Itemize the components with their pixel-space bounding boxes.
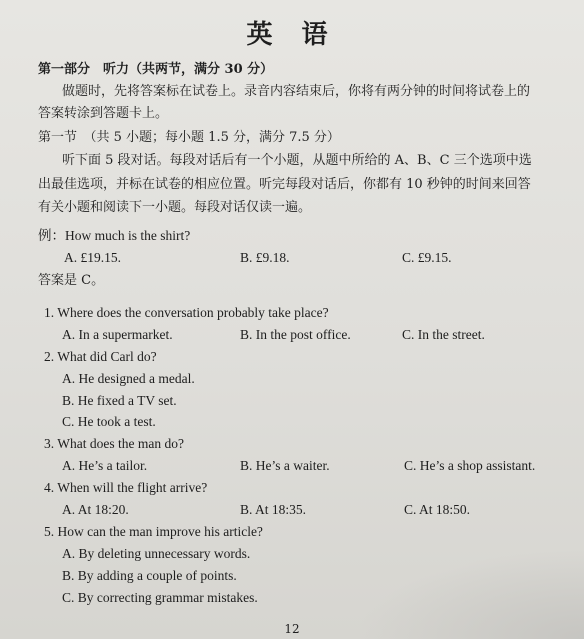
- q3-option-b: B. He’s a waiter.: [240, 458, 330, 473]
- question-5: 5. How can the man improve his article?: [44, 524, 263, 539]
- q1-option-c: C. In the street.: [402, 327, 485, 342]
- q4-option-b: B. At 18:35.: [240, 502, 307, 517]
- q5-option-c: C. By correcting grammar mistakes.: [62, 590, 258, 605]
- q4-option-a: A. At 18:20.: [62, 502, 129, 517]
- example-question: 例：How much is the shirt?: [38, 228, 191, 243]
- part1-intro-line2: 答案转涂到答题卡上。: [38, 106, 169, 121]
- q2-option-c: C. He took a test.: [62, 414, 156, 429]
- question-4: 4. When will the flight arrive?: [44, 480, 208, 495]
- q2-option-b: B. He fixed a TV set.: [62, 393, 177, 408]
- page-title: 英 语: [246, 20, 338, 50]
- q5-option-a: A. By deleting unnecessary words.: [62, 546, 251, 561]
- q3-option-a: A. He’s a tailor.: [62, 458, 148, 473]
- question-1: 1. Where does the conversation probably take place?: [44, 305, 329, 320]
- question-2: 2. What did Carl do?: [44, 349, 157, 364]
- page-number: 12: [284, 622, 300, 636]
- section1-instr-line1: 听下面 5 段对话。每段对话后有一个小题，从题中所给的 A、B、C 三个选项中选: [62, 153, 532, 168]
- q1-option-b: B. In the post office.: [240, 327, 351, 342]
- section1-instr-line3: 有关小题和阅读下一小题。每段对话仅读一遍。: [38, 200, 312, 215]
- example-option-b: B. £9.18.: [240, 250, 290, 265]
- section1-instr-line2: 出最佳选项，并标在试卷的相应位置。听完每段对话后，你都有 10 秒钟的时间来回答: [38, 177, 531, 192]
- example-answer: 答案是 C。: [38, 273, 105, 288]
- q3-option-c: C. He’s a shop assistant.: [404, 458, 536, 473]
- q4-option-c: C. At 18:50.: [404, 502, 471, 517]
- section1-heading: 第一节 （共 5 小题；每小题 1.5 分，满分 7.5 分）: [38, 130, 340, 145]
- example-option-c: C. £9.15.: [402, 250, 452, 265]
- part1-intro-line1: 做题时，先将答案标在试卷上。录音内容结束后，你将有两分钟的时间将试卷上的: [62, 84, 531, 99]
- question-3: 3. What does the man do?: [44, 436, 184, 451]
- q1-option-a: A. In a supermarket.: [62, 327, 173, 342]
- example-option-a: A. £19.15.: [64, 250, 121, 265]
- part1-heading: 第一部分 听力（共两节，满分 30 分）: [38, 62, 274, 77]
- q5-option-b: B. By adding a couple of points.: [62, 568, 237, 583]
- q2-option-a: A. He designed a medal.: [62, 371, 195, 386]
